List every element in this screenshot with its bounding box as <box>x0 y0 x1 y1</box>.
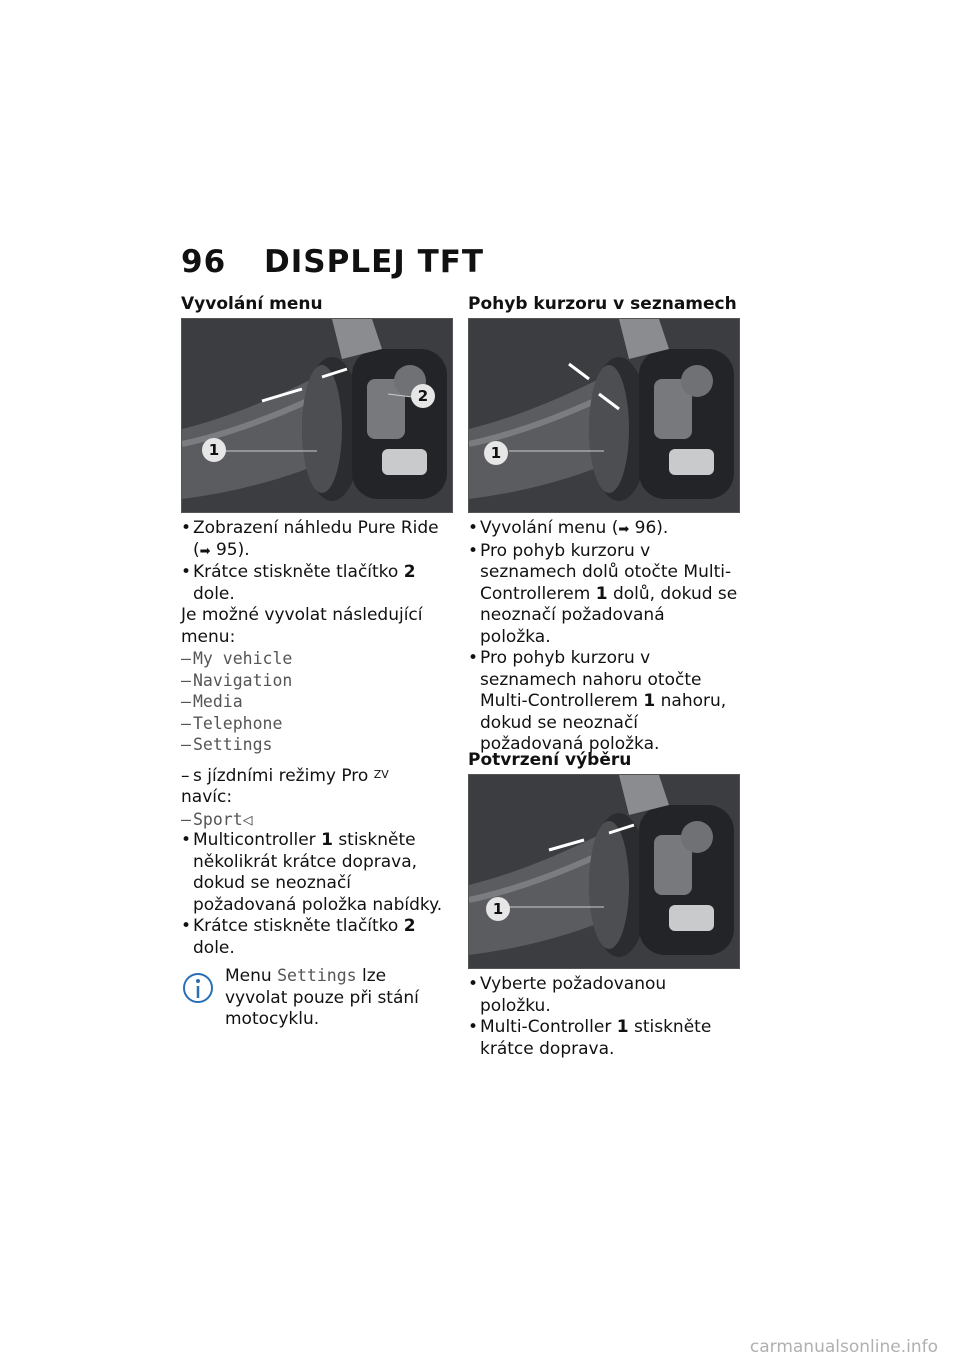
page-ref: 95). <box>215 539 250 560</box>
note-text: lze vyvolat pouze při stání motocyklu. <box>225 966 419 1029</box>
right-column-text-2 <box>468 974 740 1060</box>
page-number: 96 <box>181 244 227 280</box>
button-ref: 2 <box>403 916 416 936</box>
pro-modes-text: s jízdními režimy Pro <box>193 765 369 786</box>
list-item-text: nahoru, dokud se neoznačí požadovaná položka. <box>480 691 727 754</box>
arrow-right-icon: ➡ <box>199 543 211 559</box>
menu-item: – Settings <box>181 734 453 756</box>
section-heading-menu: Vyvolání menu <box>181 294 323 314</box>
watermark: carmanualsonline.info <box>749 1337 938 1357</box>
paragraph: Je možné vyvolat následující menu: <box>181 605 423 647</box>
button-ref: 1 <box>643 691 656 711</box>
callout-2: 2 <box>411 384 435 408</box>
list-item-text: stiskněte krátce doprava. <box>480 1017 712 1059</box>
list-item-text: dole. <box>193 583 235 604</box>
list-item-text: dole. <box>193 937 235 958</box>
note-text: Menu <box>225 966 272 986</box>
menu-item: – Navigation <box>181 670 453 692</box>
callout-1: 1 <box>202 438 226 462</box>
arrow-right-icon: ➡ <box>618 522 630 537</box>
list-item-text: Vyberte požadovanou položku. <box>480 974 667 1016</box>
chapter-title: DISPLEJ TFT <box>264 244 485 280</box>
button-ref: 1 <box>616 1017 629 1037</box>
list-item <box>468 1017 740 1060</box>
handlebar-photo-3 <box>468 774 740 969</box>
handlebar-photo-2 <box>468 318 740 513</box>
info-note <box>181 965 453 1031</box>
note-menu-name: Settings <box>277 966 357 985</box>
menu-item <box>181 809 453 831</box>
list-item-text: Vyvolání menu ( <box>480 518 619 538</box>
list-item <box>468 541 740 649</box>
list-item <box>181 562 453 605</box>
triangle-left-icon: ◁ <box>242 809 253 829</box>
section-heading-cursor: Pohyb kurzoru v seznamech <box>468 294 737 314</box>
list-item <box>181 916 453 959</box>
list-item: • Zobrazení náhledu Pure Ride (➡ 95). <box>181 518 453 562</box>
optional-equipment-mark: ZV <box>373 767 389 781</box>
left-column-text <box>181 518 453 1031</box>
menu-item: – Telephone <box>181 713 453 735</box>
menu-item: – My vehicle <box>181 648 453 670</box>
menu-item-text: Sport <box>193 809 243 829</box>
button-ref: 1 <box>595 583 608 604</box>
button-ref: 1 <box>321 830 333 850</box>
callout-1: 1 <box>484 441 508 465</box>
list-item-text: Pro pohyb kurzoru v seznamech dolů otočte Multi-Controllerem <box>480 540 732 604</box>
pro-modes-line <box>181 766 453 788</box>
list-item-text: Multi-Controller <box>480 1017 612 1037</box>
page-header <box>181 244 484 280</box>
list-item-text: Pro pohyb kurzoru v seznamech nahoru otočte Multi-Controllerem <box>480 648 702 711</box>
list-item-text: Multicontroller <box>193 830 316 850</box>
list-item <box>468 648 740 756</box>
page-ref: 96). <box>634 518 669 538</box>
list-item-text: Krátce stiskněte tlačítko <box>193 916 399 936</box>
list-item-text: Zobrazení náhledu Pure Ride <box>193 518 439 538</box>
paragraph: navíc: <box>181 787 233 807</box>
list-item-text: Krátce stiskněte tlačítko <box>193 562 399 582</box>
list-item <box>181 830 453 916</box>
list-item-text: stiskněte několikrát krátce doprava, dokud se neoznačí požadovaná položka nabídky. <box>193 830 443 915</box>
right-column-text-1 <box>468 518 740 756</box>
callout-1: 1 <box>486 897 510 921</box>
list-item <box>468 518 740 541</box>
section-heading-confirm: Potvrzení výběru <box>468 750 632 770</box>
list-item <box>468 974 740 1017</box>
button-ref: 2 <box>403 562 416 582</box>
handlebar-photo-1 <box>181 318 453 513</box>
info-icon <box>181 971 215 1011</box>
list-item-text: dolů, dokud se neoznačí požadovaná položka. <box>480 583 738 647</box>
menu-item: – Media <box>181 691 453 713</box>
